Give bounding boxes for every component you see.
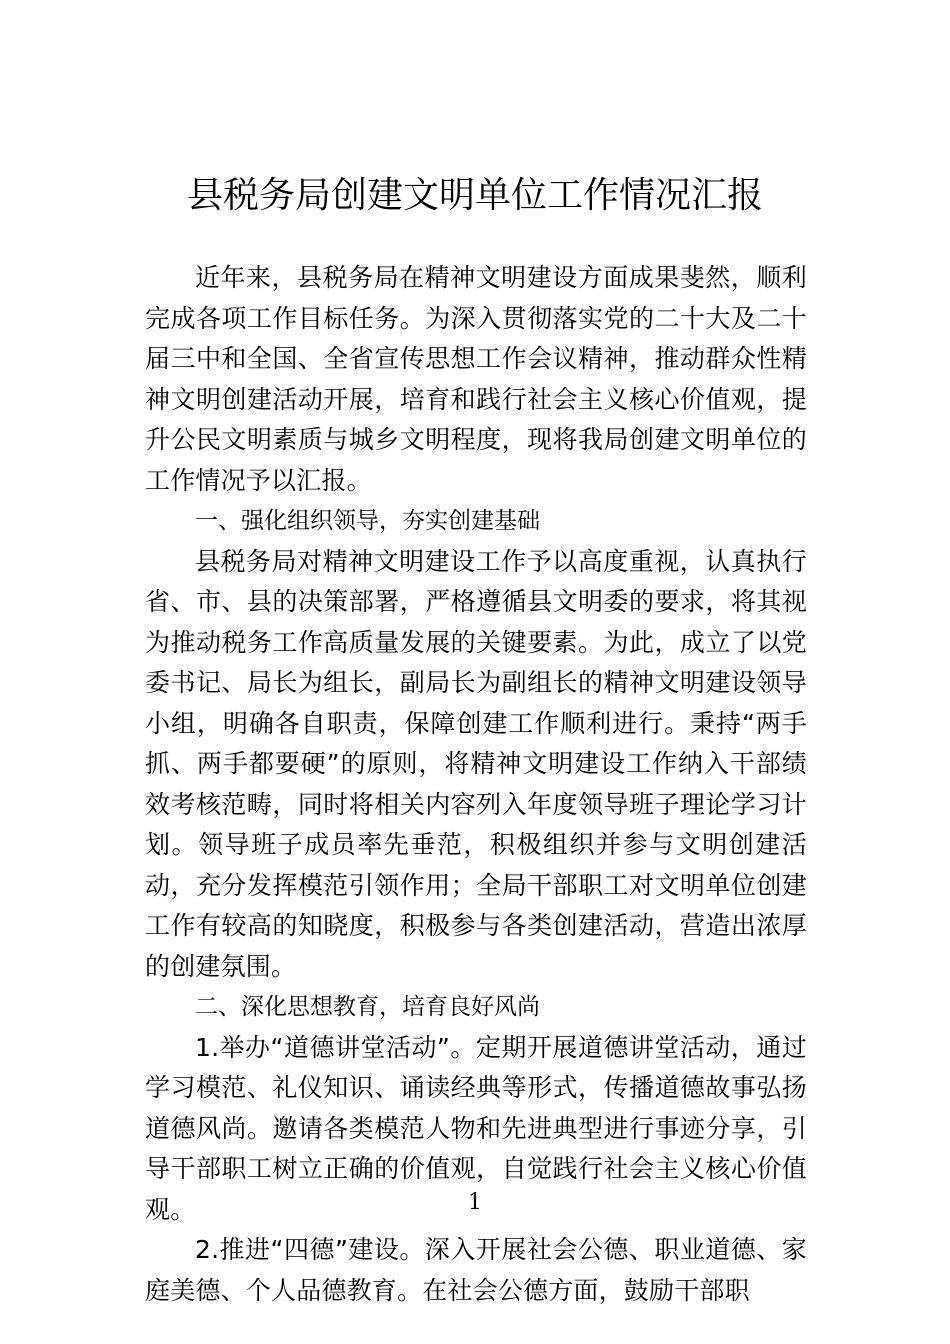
document-title: 县税务局创建文明单位工作情况汇报 [186, 175, 763, 216]
section-2-item-1: 1.举办“道德讲堂活动”。定期开展道德讲堂活动，通过学习模范、礼仪知识、诵读经典等形式，传播道德故事弘扬道德风尚。邀请各类模范人物和先进典型进行事迹分享，引导干部职工树立正确的价值观，自觉践行社会主义核心价值观。 [145, 1032, 807, 1224]
intro-paragraph: 近年来，县税务局在精神文明建设方面成果斐然，顺利完成各项工作目标任务。为深入贯彻落实党的二十大及二十届三中和全国、全省宣传思想工作会议精神，推动群众性精神文明创建活动开展，培育和践行社会主义核心价值观，提升公民文明素质与城乡文明程度，现将我局创建文明单位的工作情况予以汇报。 [145, 263, 807, 495]
page-number: 1 [468, 1190, 482, 1215]
section-1-paragraph: 县税务局对精神文明建设工作予以高度重视，认真执行省、市、县的决策部署，严格遵循县文明委的要求，将其视为推动税务工作高质量发展的关键要素。为此，成立了以党委书记、局长为组长，副局长为副组长的精神文明建设领导小组，明确各自职责，保障创建工作顺利进行。秉持“两手抓、两手都要硬”的原则，将精神文明建设工作纳入干部绩效考核范畴，同时将相关内容列入年度领导班子理论学习计划。领导班子成员率先垂范，积极组织并参与文明创建活动，充分发挥模范引领作用；全局干部职工对文明单位创建工作有较高的知晓度，积极参与各类创建活动，营造出浓厚的创建氛围。 [145, 546, 807, 981]
section-heading-1: 一、强化组织领导，夯实创建基础 [195, 508, 540, 534]
document-body [145, 258, 807, 1311]
section-2-item-2: 2.推进“四德”建设。深入开展社会公德、职业道德、家庭美德、个人品德教育。在社会公德方面，鼓励干部职 [145, 1235, 807, 1305]
section-heading-2: 二、深化思想教育，培育良好风尚 [195, 994, 540, 1020]
